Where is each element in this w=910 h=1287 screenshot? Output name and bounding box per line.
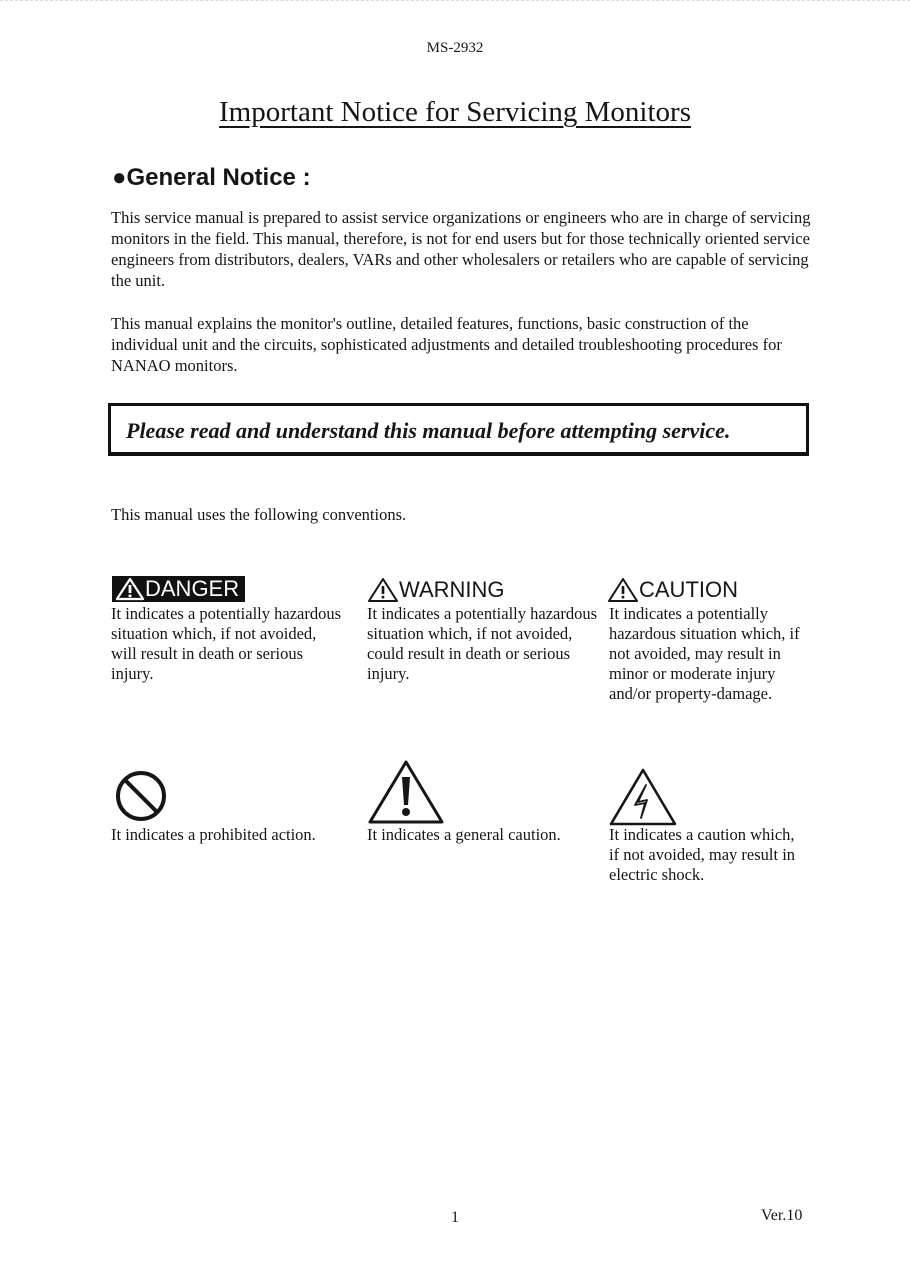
warning-label: [367, 576, 505, 603]
general-caution-icon: [367, 759, 445, 825]
danger-description: It indicates a potentially hazardous situation which, if not avoided, will result in death or serious injury.: [111, 604, 342, 683]
electric-shock-description: It indicates a caution which, if not avoided, may result in electric shock.: [609, 825, 796, 884]
bullet-icon: ●: [112, 164, 127, 191]
danger-label: [112, 576, 245, 602]
scan-edge-line: [0, 0, 910, 4]
section-heading: [112, 164, 311, 192]
version-label: Ver.10: [761, 1207, 803, 1224]
caution-label-text: CAUTION: [639, 576, 738, 602]
document-code: MS-2932: [426, 40, 484, 56]
warning-description: It indicates a potentially hazardous situation which, if not avoided, could result in death or serious injury.: [367, 604, 598, 683]
prohibited-icon: [111, 770, 173, 822]
warning-label-text: WARNING: [399, 576, 505, 602]
warning-triangle-icon: [607, 577, 639, 603]
page-number: 1: [451, 1209, 459, 1226]
electric-shock-icon: [608, 767, 678, 827]
scope-paragraph: This manual explains the monitor's outline, detailed features, functions, basic construction of the individual unit and the circuits, sophisticated adjustments and detailed troubleshooting procedures for NANAO monitors.: [111, 314, 782, 375]
danger-label-text: DANGER: [145, 576, 240, 601]
caution-label: [607, 576, 738, 603]
warning-triangle-icon: [115, 577, 145, 601]
intro-paragraph: This service manual is prepared to assist service organizations or engineers who are in charge of servicing monitors in the field. This manual, therefore, is not for end users but for those technically oriented service engineers from distributors, dealers, VARs and other wholesalers or retailers who are capable of servicing the unit.: [111, 208, 811, 290]
notice-text: Please read and understand this manual before attempting service.: [126, 418, 731, 443]
caution-description: It indicates a potentially hazardous situation which, if not avoided, may result in minor or moderate injury and/or property-damage.: [609, 604, 800, 703]
section-heading-text: General Notice :: [126, 164, 311, 191]
general-caution-description: It indicates a general caution.: [367, 825, 561, 844]
page-title: Important Notice for Servicing Monitors: [219, 96, 691, 128]
prohibited-description: It indicates a prohibited action.: [111, 825, 316, 844]
conventions-intro: This manual uses the following conventions.: [111, 505, 407, 524]
warning-triangle-icon: [367, 577, 399, 603]
notice-box: [108, 403, 809, 456]
